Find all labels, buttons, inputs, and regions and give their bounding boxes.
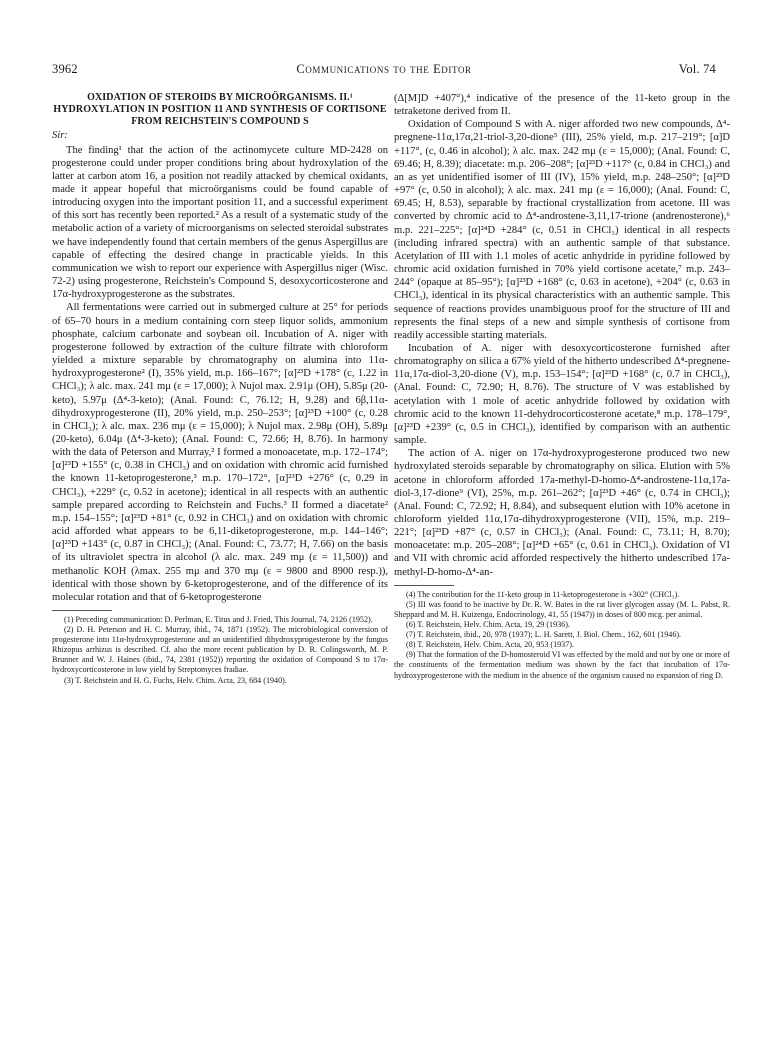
footnote: (3) T. Reichstein and H. G. Fuchs, Helv. Chim. Acta, 23, 684 (1940).: [64, 675, 287, 685]
body-paragraph: (Δ[M]D +407°),⁴ indicative of the presence of the 11-keto group in the tetraketone derived from II.: [394, 93, 730, 118]
footnote: (2) D. H. Peterson and H. C. Murray, ibid., 74, 1871 (1952). The microbiological conversion of progesterone into 11α-hydroxyprogesterone and an unidentified dihydroxyprogesterone by the fungus Rhizopus arrhizus is described. Cf. also the more recent publication by D. R. Colingsworth, M. P. Brunner and W. J. Haines (ibid., 74, 2381 (1952)) reporting the oxidation of Compound S to 17α-hydroxycorticosterone in low yield by Streptomyces fradiae.: [52, 625, 388, 675]
right-column: [394, 92, 730, 681]
footnote: (9) That the formation of the D-homosteroid VI was effected by the mold and not by one or more of the constituents of the fermentation medium was shown by the fact that incubation of 17α-hydroxyprogesterone with the medium in the absence of the organism caused no expansion of ring D.: [394, 650, 730, 680]
footnote-divider: [394, 585, 454, 586]
body-paragraph: The finding¹ that the action of the actinomycete culture MD-2428 on progesterone could under proper conditions bring about hydroxylation of the latter at carbon atom 16, a position not readily attacked by chemical oxidants, made it appear hopeful that microörganisms could be found capable of introducing oxygen into the important position 11, and a successful experiment of this sort has recently been reported.² As a result of a systematic study of the metabolic action of a variety of microorganisms on selected steroidal substrates we have independently found that certain members of the genus Aspergillus are capable of effecting the desired change in practicable yields. In this communication we wish to report our experience with Aspergillus niger (Wisc. 72-2) using progesterone, Reichstein's Compound S, desoxycorticosterone and 17α-hydroxyprogesterone as the substrates.: [52, 144, 388, 301]
footnote: (5) III was found to be inactive by Dr. R. W. Bates in the rat liver glycogen assay (M. L. Pabst, R. Sheppard and M. H. Kuizenga, Endocrinology, 41, 55 (1947)) in doses of 800 mcg. per animal.: [394, 599, 730, 619]
body-paragraph: All fermentations were carried out in submerged culture at 25° for periods of 65–70 hours in a medium containing corn steep liquor solids, ammonium phosphate, calcium carbonate and soybean oil. Incubation of A. niger with progesterone followed by extraction of the culture filtrate with chloroform yielded a mixture separable by chromatography on alumina into 11α-hydroxyprogesterone² (I), 35% yield, m.p. 166–167°; [α]²³D +178° (c, 1.22 in CHCl₃); λ alc. max. 241 mμ (ε = 17,000); λ Nujol max. 2.91μ (OH), 5.85μ (20-keto), 5.97μ (Δ⁴-3-keto); (Anal. Found: C, 76.12; H, 9.28) and 6β,11α-dihydroxyprogesterone (II), 20% yield, m.p. 250–253°; [α]²³D +100° (c, 0.28 in CHCl₃); λ alc. max. 236 mμ (ε = 15,000); λ Nujol max. 2.98μ (OH), 5.89μ (20-keto), 6.04μ (Δ⁴-3-keto); (Anal. Found: C, 72.66; H, 8.76). In harmony with the data of Peterson and Murray,² I formed a monoacetate, m.p. 172–174°; [α]²³D +155° (c, 0.38 in CHCl₃) and on oxidation with chromic acid furnished the known 11-ketoprogesterone,³ m.p. 170–172°, [α]²³D +276° (c, 0.29 in CHCl₃), +229° (c, 0.52 in acetone); identical in all respects with an authentic sample prepared according to Reichstein and Fuchs.³ II formed a diacetate² m.p. 154–155°; [α]²³D +81° (c, 0.92 in CHCl₃) and on oxidation with chromic acid afforded what appears to be 6,11-diketoprogesterone, m.p. 144–146°; [α]²³D +143° (c, 0.87 in CHCl₃); (Anal. Found: C, 73.77; H, 7.66) on the basis of its ultraviolet spectra in alcohol (λ alc. max. 249 mμ (ε = 11,500)) and methanolic KOH (λmax. 255 mμ and 370 mμ (ε = 9800 and 8900 resp.)), identical with those shown by 6-ketoprogesterone, and of the difference of its molecular rotation and that of 6-ketoprogesterone: [52, 302, 388, 603]
page-header: [52, 62, 716, 78]
body-paragraph: The action of A. niger on 17α-hydroxyprogesterone produced two new hydroxylated steroids separable by chromatography on silica. Elution with 5% acetone in chloroform afforded 17a-methyl-D-homo-Δ⁴-androstene-11α,17a-diol-3,17-dione⁹ (VI), 25%, m.p. 261–262°; [α]²³D +46° (c, 0.74 in CHCl₃); (Anal. Found: C, 72.92; H, 8.84), and subsequent elution with 10% acetone in chloroform yielded 11α,17α-dihydroxyprogesterone (VII), 15%, m.p. 219–221°; [α]²³D +87° (c, 0.57 in CHCl₃); (Anal. Found: C, 73.11; H, 8.70); monoacetate: m.p. 205–208°; [α]²⁴D +65° (c, 0.61 in CHCl₃). Oxidation of VI and VII with chromic acid afforded respectively the hitherto undescribed 17a-methyl-D-homo-Δ⁴-an-: [394, 448, 730, 578]
footnote: (6) T. Reichstein, Helv. Chim. Acta, 19, 29 (1936).: [406, 620, 570, 630]
body-paragraph: Incubation of A. niger with desoxycorticosterone furnished after chromatography on silica a 67% yield of the hitherto undescribed Δ⁴-pregnene-11α,17α-diol-3,20-dione (V), m.p. 153–154°; [α]²³D +168° (c, 0.7 in CHCl₃), (Anal. Found: C, 72.90; H, 8.76). The structure of V was established by acetylation with 1 mole of acetic anhydride followed by oxidation with chromic acid to the known 11-dehydrocorticosterone acetate,⁸ m.p. 178–179°, [α]²³D +239° (c, 0.5 in CHCl₃), identified by comparison with an authentic sample.: [394, 342, 730, 447]
running-title: Communications to the Editor: [296, 62, 472, 76]
article-title: OXIDATION OF STEROIDS BY MICROÖRGANISMS. II.¹ HYDROXYLATION IN POSITION 11 AND SYNTHESIS OF CORTISONE FROM REICHSTEIN'S COMPOUND S: [53, 92, 387, 127]
footnote: (8) T. Reichstein, Helv. Chim. Acta, 20, 953 (1937).: [406, 640, 574, 650]
page-number: 3962: [52, 62, 78, 76]
footnote: (7) T. Reichstein, ibid., 20, 978 (1937); L. H. Sarett, J. Biol. Chem., 162, 601 (1946).: [406, 630, 682, 640]
body-paragraph: Oxidation of Compound S with A. niger afforded two new compounds, Δ⁴-pregnene-11α,17α,21-triol-3,20-dione⁵ (III), 25% yield, m.p. 217–219°; [α]D +117°, (c, 0.46 in alcohol); λ alc. max. 242 mμ (ε = 15,000); (Anal. Found: C, 69.46; H, 8.39); diacetate: m.p. 206–208°; [α]²³D +117° (c, 0.84 in CHCl₃) and an as yet unidentified isomer of III (IV), 15% yield, m.p. 248–250°; [α]²³D +97° (c, 0.50 in alcohol); λ alc. max. 241 mμ (ε = 16,000); (Anal. Found: C, 69.45; H, 8.53), separable by fractional crystallization from acetone. III was converted by chromic acid to Δ⁴-androstene-3,11,17-trione (andrenosterone),⁶ m.p. 221–225°; [α]²⁴D +284° (c, 0.51 in CHCl₃) identical in all respects (including infrared spectra) with an authentic sample of that substance. Acetylation of III with 1.1 moles of acetic anhydride in pyridine followed by chromic acid oxidation furnished in 70% yield cortisone acetate,⁷ m.p. 243–244° (opaque at 85–95°); [α]²³D +168° (c, 0.63 in acetone), +204° (c, 0.63 in CHCl₃), identical in its physical characteristics with an authentic sample. This sequence of reactions provides unambiguous proof for the structure of III and represents the final steps of a new and simple synthesis of cortisone from readily accessible starting materials.: [394, 119, 730, 341]
footnote: (4) The contribution for the 11-keto group in 11-ketoprogesterone is +302° (CHCl₃).: [406, 589, 680, 599]
footnote-divider: [52, 610, 112, 611]
left-column: [52, 92, 388, 686]
volume-label: Vol. 74: [678, 62, 716, 76]
salutation: Sir:: [52, 130, 68, 142]
footnote: (1) Preceding communication: D. Perlman, E. Titus and J. Fried, This Journal, 74, 2126 (1952).: [64, 615, 373, 625]
